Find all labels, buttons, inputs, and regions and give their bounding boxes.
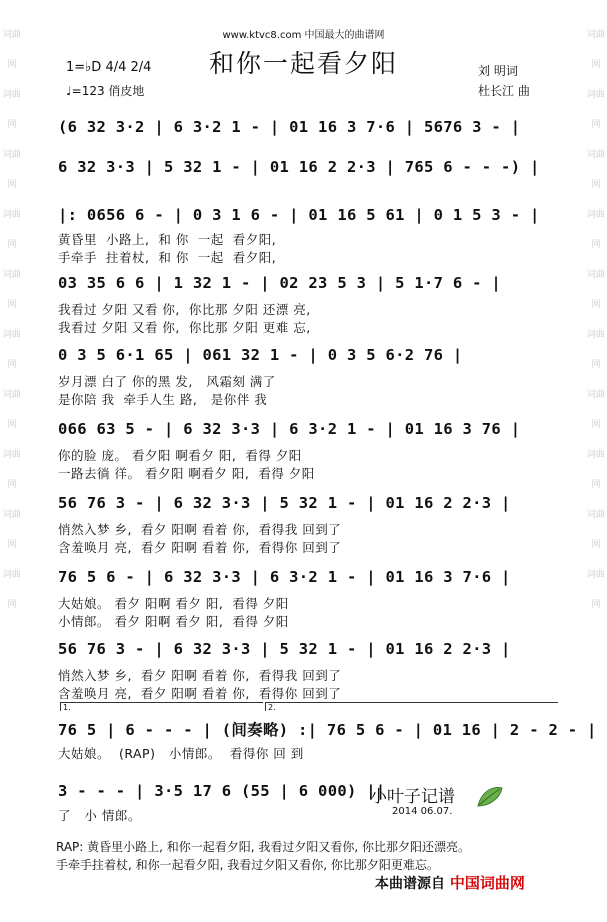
notation-line-10: 76 5 | 6 - - - | (间奏略) :| 76 5 6 - | 01 16 | 2 - 2 - | [58,721,597,739]
rap-line-2: 手牵手拄着杖, 和你一起看夕阳, 我看过夕阳又看你, 你比那夕阳更难忘。 [56,858,439,872]
notation-line-3: |: 0656 6 - | 0 3 1 6 - | 01 16 5 61 | 0 1 5 3 - | [58,206,540,224]
watermark-left: 词曲网 词曲网 词曲网 词曲网 词曲网 词曲网 词曲网 词曲网 词曲网 词曲网 [3,30,22,610]
lyricist: 刘 明词 [478,64,518,78]
lyric-line-4b: 我看过 夕阳 又看 你, 你比那 夕阳 更难 忘, [58,320,311,335]
leaf-icon [476,784,504,814]
notation-line-5: 0 3 5 6·1 65 | 061 32 1 - | 0 3 5 6·2 76 | [58,346,463,364]
lyric-line-3a: 黄昏里 小路上, 和 你 一起 看夕阳, [58,232,277,247]
notation-line-8: 76 5 6 - | 6 32 3·3 | 6 3·2 1 - | 01 16 3 7·6 | [58,568,511,586]
transcriber-credit: 小叶子记谱 [370,787,455,807]
rap-line-1: RAP: 黄昏里小路上, 和你一起看夕阳, 我看过夕阳又看你, 你比那夕阳还漂亮。 [56,840,471,854]
composer: 杜长江 曲 [478,84,530,98]
lyric-line-9a: 悄然入梦 乡, 看夕 阳啊 看着 你, 看得我 回到了 [58,668,342,683]
notation-line-1: (6 32 3·2 | 6 3·2 1 - | 01 16 3 7·6 | 5676 3 - | [58,118,521,136]
lyric-line-8b: 小情郎。 看夕 阳啊 看夕 阳, 看得 夕阳 [58,614,289,629]
source-brand: 中国词曲网 [449,874,525,892]
lyric-line-6b: 一路去徜 徉。 看夕阳 啊看夕 阳, 看得 夕阳 [58,466,315,481]
ending-1-bracket: 1. [60,702,263,711]
site-url: www.ktvc8.com 中国最大的曲谱网 [222,30,385,41]
lyric-line-3b: 手牵手 拄着杖, 和 你 一起 看夕阳, [58,250,277,265]
lyric-line-9b: 含羞唤月 亮, 看夕 阳啊 看着 你, 看得你 回到了 [58,686,342,701]
source-credit [375,872,525,893]
ending-2-bracket: 2. [265,702,558,711]
key-signature: 1=♭D 4/4 2/4 [66,60,152,75]
source-prefix: 本曲谱源自 [375,876,445,892]
lyric-line-11: 了 小 情郎。 [58,808,141,823]
tempo-marking: ♩=123 俏皮地 [66,84,145,98]
lyric-line-8a: 大姑娘。 看夕 阳啊 看夕 阳, 看得 夕阳 [58,596,289,611]
lyric-line-4a: 我看过 夕阳 又看 你, 你比那 夕阳 还漂 亮, [58,302,311,317]
lyric-line-10: 大姑娘。 (RAP) 小情郎。 看得你 回 到 [58,746,304,761]
lyric-line-7b: 含羞唤月 亮, 看夕 阳啊 看着 你, 看得你 回到了 [58,540,342,555]
lyric-line-5a: 岁月漂 白了 你的黑 发, 风霜刻 满了 [58,374,276,389]
song-title: 和你一起看夕阳 [208,49,398,78]
lyric-line-5b: 是你陪 我 牵手人生 路, 是你伴 我 [58,392,268,407]
notation-line-6: 066 63 5 - | 6 32 3·3 | 6 3·2 1 - | 01 16 3 76 | [58,420,521,438]
notation-line-2: 6 32 3·3 | 5 32 1 - | 01 16 2 2·3 | 765 6 - - -) | [58,158,540,176]
lyric-line-7a: 悄然入梦 乡, 看夕 阳啊 看着 你, 看得我 回到了 [58,522,342,537]
notation-line-4: 03 35 6 6 | 1 32 1 - | 02 23 5 3 | 5 1·7 6 - | [58,274,502,292]
lyric-line-6a: 你的脸 庞。 看夕阳 啊看夕 阳, 看得 夕阳 [58,448,302,463]
notation-line-7: 56 76 3 - | 6 32 3·3 | 5 32 1 - | 01 16 2 2·3 | [58,494,511,512]
watermark-right: 词曲网 词曲网 词曲网 词曲网 词曲网 词曲网 词曲网 词曲网 词曲网 词曲网 [587,30,606,610]
notation-line-11: 3 - - - | 3·5 17 6 (55 | 6 000) || [58,782,386,800]
transcription-date: 2014 06.07. [392,806,453,817]
notation-line-9: 56 76 3 - | 6 32 3·3 | 5 32 1 - | 01 16 2 2·3 | [58,640,511,658]
